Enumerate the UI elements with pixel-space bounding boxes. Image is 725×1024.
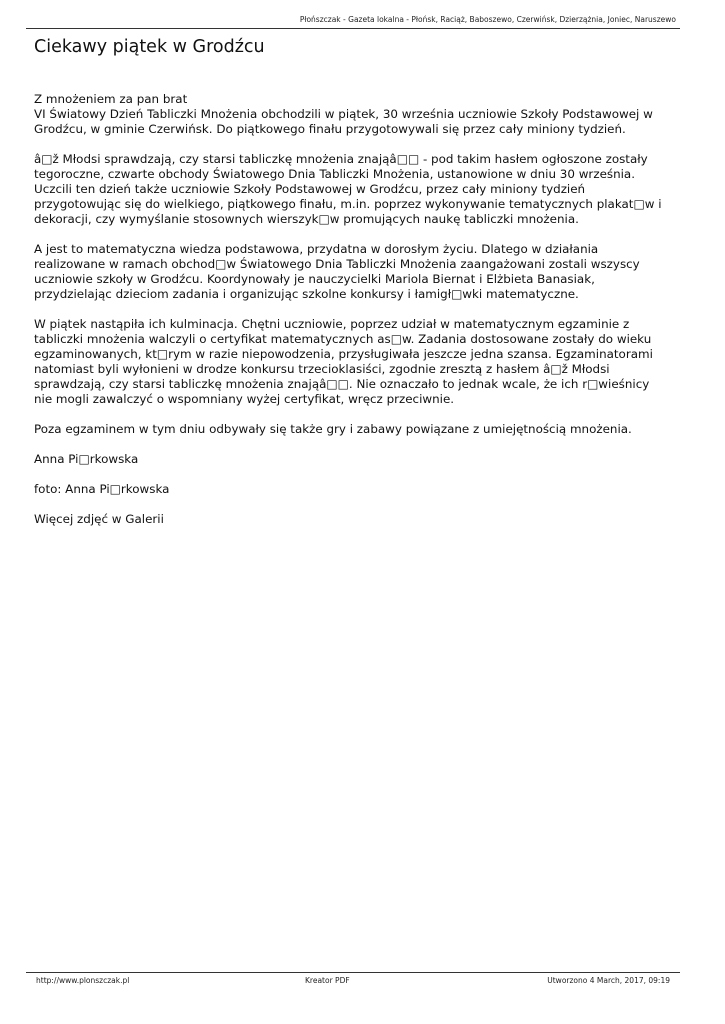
paragraph-intro <box>34 92 684 137</box>
header-site-title: Płońszczak - Gazeta lokalna - Płońsk, Raciąż, Baboszewo, Czerwińsk, Dzierzążnia, Joniec, Naruszewo <box>299 15 676 24</box>
paragraph-line: Poza egzaminem w tym dniu odbywały się także gry i zabawy powiązane z umiejętnością mnożenia. <box>34 422 632 436</box>
article-title: Ciekawy piątek w Grodźcu <box>34 37 265 57</box>
footer-created-date: Utworzono 4 March, 2017, 09:19 <box>547 976 670 985</box>
page-header <box>26 14 680 29</box>
paragraph-line: Uczcili ten dzień także uczniowie Szkoły Podstawowej w Grodźcu, przez cały miniony tydzień <box>34 182 586 196</box>
paragraph-line: dekoracji, czy wymyślanie stosownych wierszyk□w promujących naukę tabliczki mnożenia. <box>34 212 579 226</box>
footer-site-url: http://www.plonszczak.pl <box>36 976 130 985</box>
paragraph-line: W piątek nastąpiła ich kulminacja. Chętni uczniowie, poprzez udział w matematycznym egzaminie z <box>34 317 630 331</box>
paragraph-line: uczniowie szkoły w Grodźcu. Koordynowały je nauczycielki Mariola Biernat i Elżbieta Banasiak, <box>34 272 595 286</box>
photo-credit <box>34 482 684 497</box>
paragraph-knowledge <box>34 242 684 302</box>
paragraph-line: sprawdzają, czy starsi tabliczkę mnożenia znająâ□□. Nie oznaczało to jednak wcale, że ich r□wieśnicy <box>34 377 650 391</box>
article-body <box>34 92 684 527</box>
photo-credit-text: foto: Anna Pi□rkowska <box>34 482 170 496</box>
paragraph-games <box>34 422 684 437</box>
gallery-link-text[interactable]: Więcej zdjęć w Galerii <box>34 512 164 526</box>
paragraph-culmination <box>34 317 684 407</box>
paragraph-line: VI Światowy Dzień Tabliczki Mnożenia obchodzili w piątek, 30 września uczniowie Szkoły Podstawowej w <box>34 107 653 121</box>
gallery-link[interactable] <box>34 512 684 527</box>
footer-generator: Kreator PDF <box>305 976 350 985</box>
paragraph-line: realizowane w ramach obchod□w Światowego Dnia Tabliczki Mnożenia zaangażowani zostali wszyscy <box>34 257 640 271</box>
paragraph-line: A jest to matematyczna wiedza podstawowa, przydatna w dorosłym życiu. Dlatego w działania <box>34 242 599 256</box>
paragraph-line: egzaminowanych, kt□rym w razie niepowodzenia, przysługiwała jeszcze jedna szansa. Egzaminatorami <box>34 347 653 361</box>
paragraph-line: przydzielając dzieciom zadania i organizując szkolne konkursy i łamigł□wki matematyczne. <box>34 287 579 301</box>
paragraph-line: nie mogli zawalczyć o wspomniany wyżej certyfikat, wręcz przeciwnie. <box>34 392 455 406</box>
paragraph-line: Grodźcu, w gminie Czerwińsk. Do piątkowego finału przygotowywali się przez cały miniony tydzień. <box>34 122 626 136</box>
paragraph-line: tegoroczne, czwarte obchody Światowego Dnia Tabliczki Mnożenia, ustanowione w dniu 30 września. <box>34 167 635 181</box>
page-footer <box>26 972 680 987</box>
paragraph-line: natomiast byli wyłonieni w drodze konkursu trzecioklasiści, zgodnie zresztą z hasłem â□ž Młodsi <box>34 362 610 376</box>
paragraph-line: przygotowując się do wielkiego, piątkowego finału, m.in. poprzez wykonywanie tematycznych plakat□w i <box>34 197 662 211</box>
paragraph-line: â□ž Młodsi sprawdzają, czy starsi tabliczkę mnożenia znająâ□□ - pod takim hasłem ogłoszone zostały <box>34 152 648 166</box>
paragraph-line: Z mnożeniem za pan brat <box>34 92 188 106</box>
author-name: Anna Pi□rkowska <box>34 452 139 466</box>
paragraph-line: tabliczki mnożenia walczyli o certyfikat matematycznych as□w. Zadania dostosowane zostały do wieku <box>34 332 652 346</box>
paragraph-motto <box>34 152 684 227</box>
article-author <box>34 452 684 467</box>
